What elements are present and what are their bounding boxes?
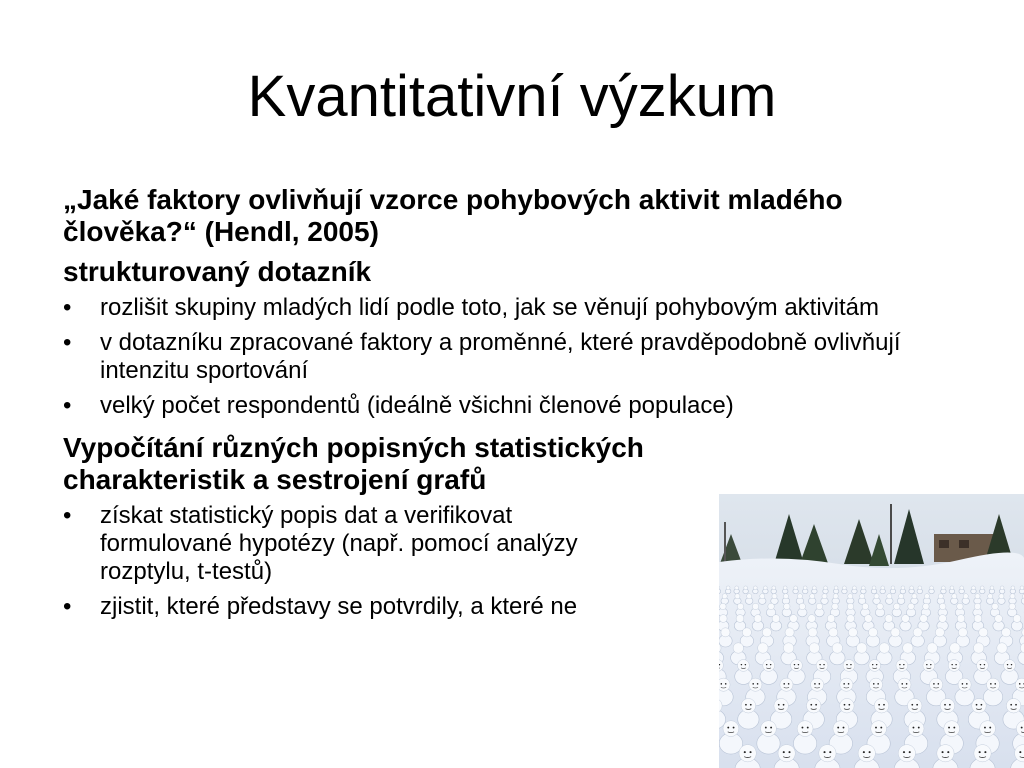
snowman: [782, 594, 789, 605]
bullet-text: zjistit, které představy se potvrdily, a které ne: [100, 593, 578, 620]
snowman: [980, 586, 986, 594]
list-item: [63, 294, 940, 322]
snowman: [871, 586, 877, 594]
snowman: [745, 594, 752, 605]
snowman: [832, 594, 839, 605]
snowman: [734, 594, 741, 605]
research-question-heading: „Jaké faktory ovlivňují vzorce pohybových aktivit mladého člověka?“ (Hendl, 2005): [63, 184, 843, 247]
snowman: [833, 586, 839, 594]
snowman: [759, 594, 766, 605]
snowman: [986, 594, 993, 605]
snowmen-photo: [719, 494, 1024, 768]
bullet-text: v dotazníku zpracované faktory a proměnné, které pravděpodobně ovlivňují intenzitu sportování: [100, 329, 901, 384]
method-bullet-list: [63, 294, 963, 420]
snowman: [753, 586, 759, 594]
snowman: [949, 586, 955, 594]
snowman: [923, 594, 930, 605]
snowman: [796, 594, 803, 605]
snowman: [852, 586, 858, 594]
bullet-text: velký počet respondentů (ideálně všichni členové populace): [100, 392, 734, 419]
snowman: [821, 594, 828, 605]
snowman: [998, 594, 1005, 605]
snowman: [897, 594, 904, 605]
snowman: [763, 586, 769, 594]
snowman: [847, 594, 854, 605]
snowman: [771, 594, 778, 605]
snowman: [734, 586, 740, 594]
snowman: [959, 586, 965, 594]
bullet-symbol: •: [63, 329, 72, 356]
list-item: [63, 502, 600, 586]
snowman: [941, 586, 947, 594]
snowman: [782, 586, 788, 594]
slide-title: Kvantitativní výzkum: [247, 64, 777, 129]
snowman: [890, 586, 896, 594]
snowman: [886, 594, 893, 605]
snowman: [909, 586, 915, 594]
statistics-heading: Vypočítání různých popisných statistických charakteristik a sestrojení grafů: [63, 432, 644, 495]
snowman: [842, 586, 848, 594]
bullet-symbol: •: [63, 593, 72, 620]
bullet-symbol: •: [63, 392, 72, 419]
bullet-symbol: •: [63, 502, 72, 529]
snowman: [812, 586, 818, 594]
snowman: [743, 586, 749, 594]
snowman: [999, 586, 1005, 594]
snowman: [725, 586, 731, 594]
snowman: [771, 586, 777, 594]
bullet-text: rozlišit skupiny mladých lidí podle toto, jak se věnují pohybovým aktivitám: [100, 294, 880, 321]
snowman: [880, 586, 886, 594]
snowman: [917, 586, 923, 594]
snowman: [808, 594, 815, 605]
method-heading: strukturovaný dotazník: [63, 256, 372, 287]
snowman: [971, 586, 977, 594]
bullet-text: získat statistický popis dat a verifikovat formulované hypotézy (např. pomocí analýzy rozptylu, t-testů): [100, 502, 578, 585]
snowman: [929, 586, 935, 594]
snowman: [721, 594, 728, 605]
snowman: [823, 586, 829, 594]
list-item: [63, 329, 940, 385]
list-item: [63, 392, 940, 420]
snowman: [802, 586, 808, 594]
snowman: [858, 594, 865, 605]
snowman: [900, 586, 906, 594]
snowmen-photo-image: [719, 494, 1024, 768]
snowman: [951, 594, 958, 605]
snowman: [793, 586, 799, 594]
snowman: [873, 594, 880, 605]
snowman: [1010, 586, 1016, 594]
snowman: [937, 594, 944, 605]
snowman: [911, 594, 918, 605]
bullet-symbol: •: [63, 294, 72, 321]
snowman: [989, 586, 995, 594]
snowman: [861, 586, 867, 594]
snowman: [962, 594, 969, 605]
snowman: [974, 594, 981, 605]
snowman: [1009, 594, 1016, 605]
